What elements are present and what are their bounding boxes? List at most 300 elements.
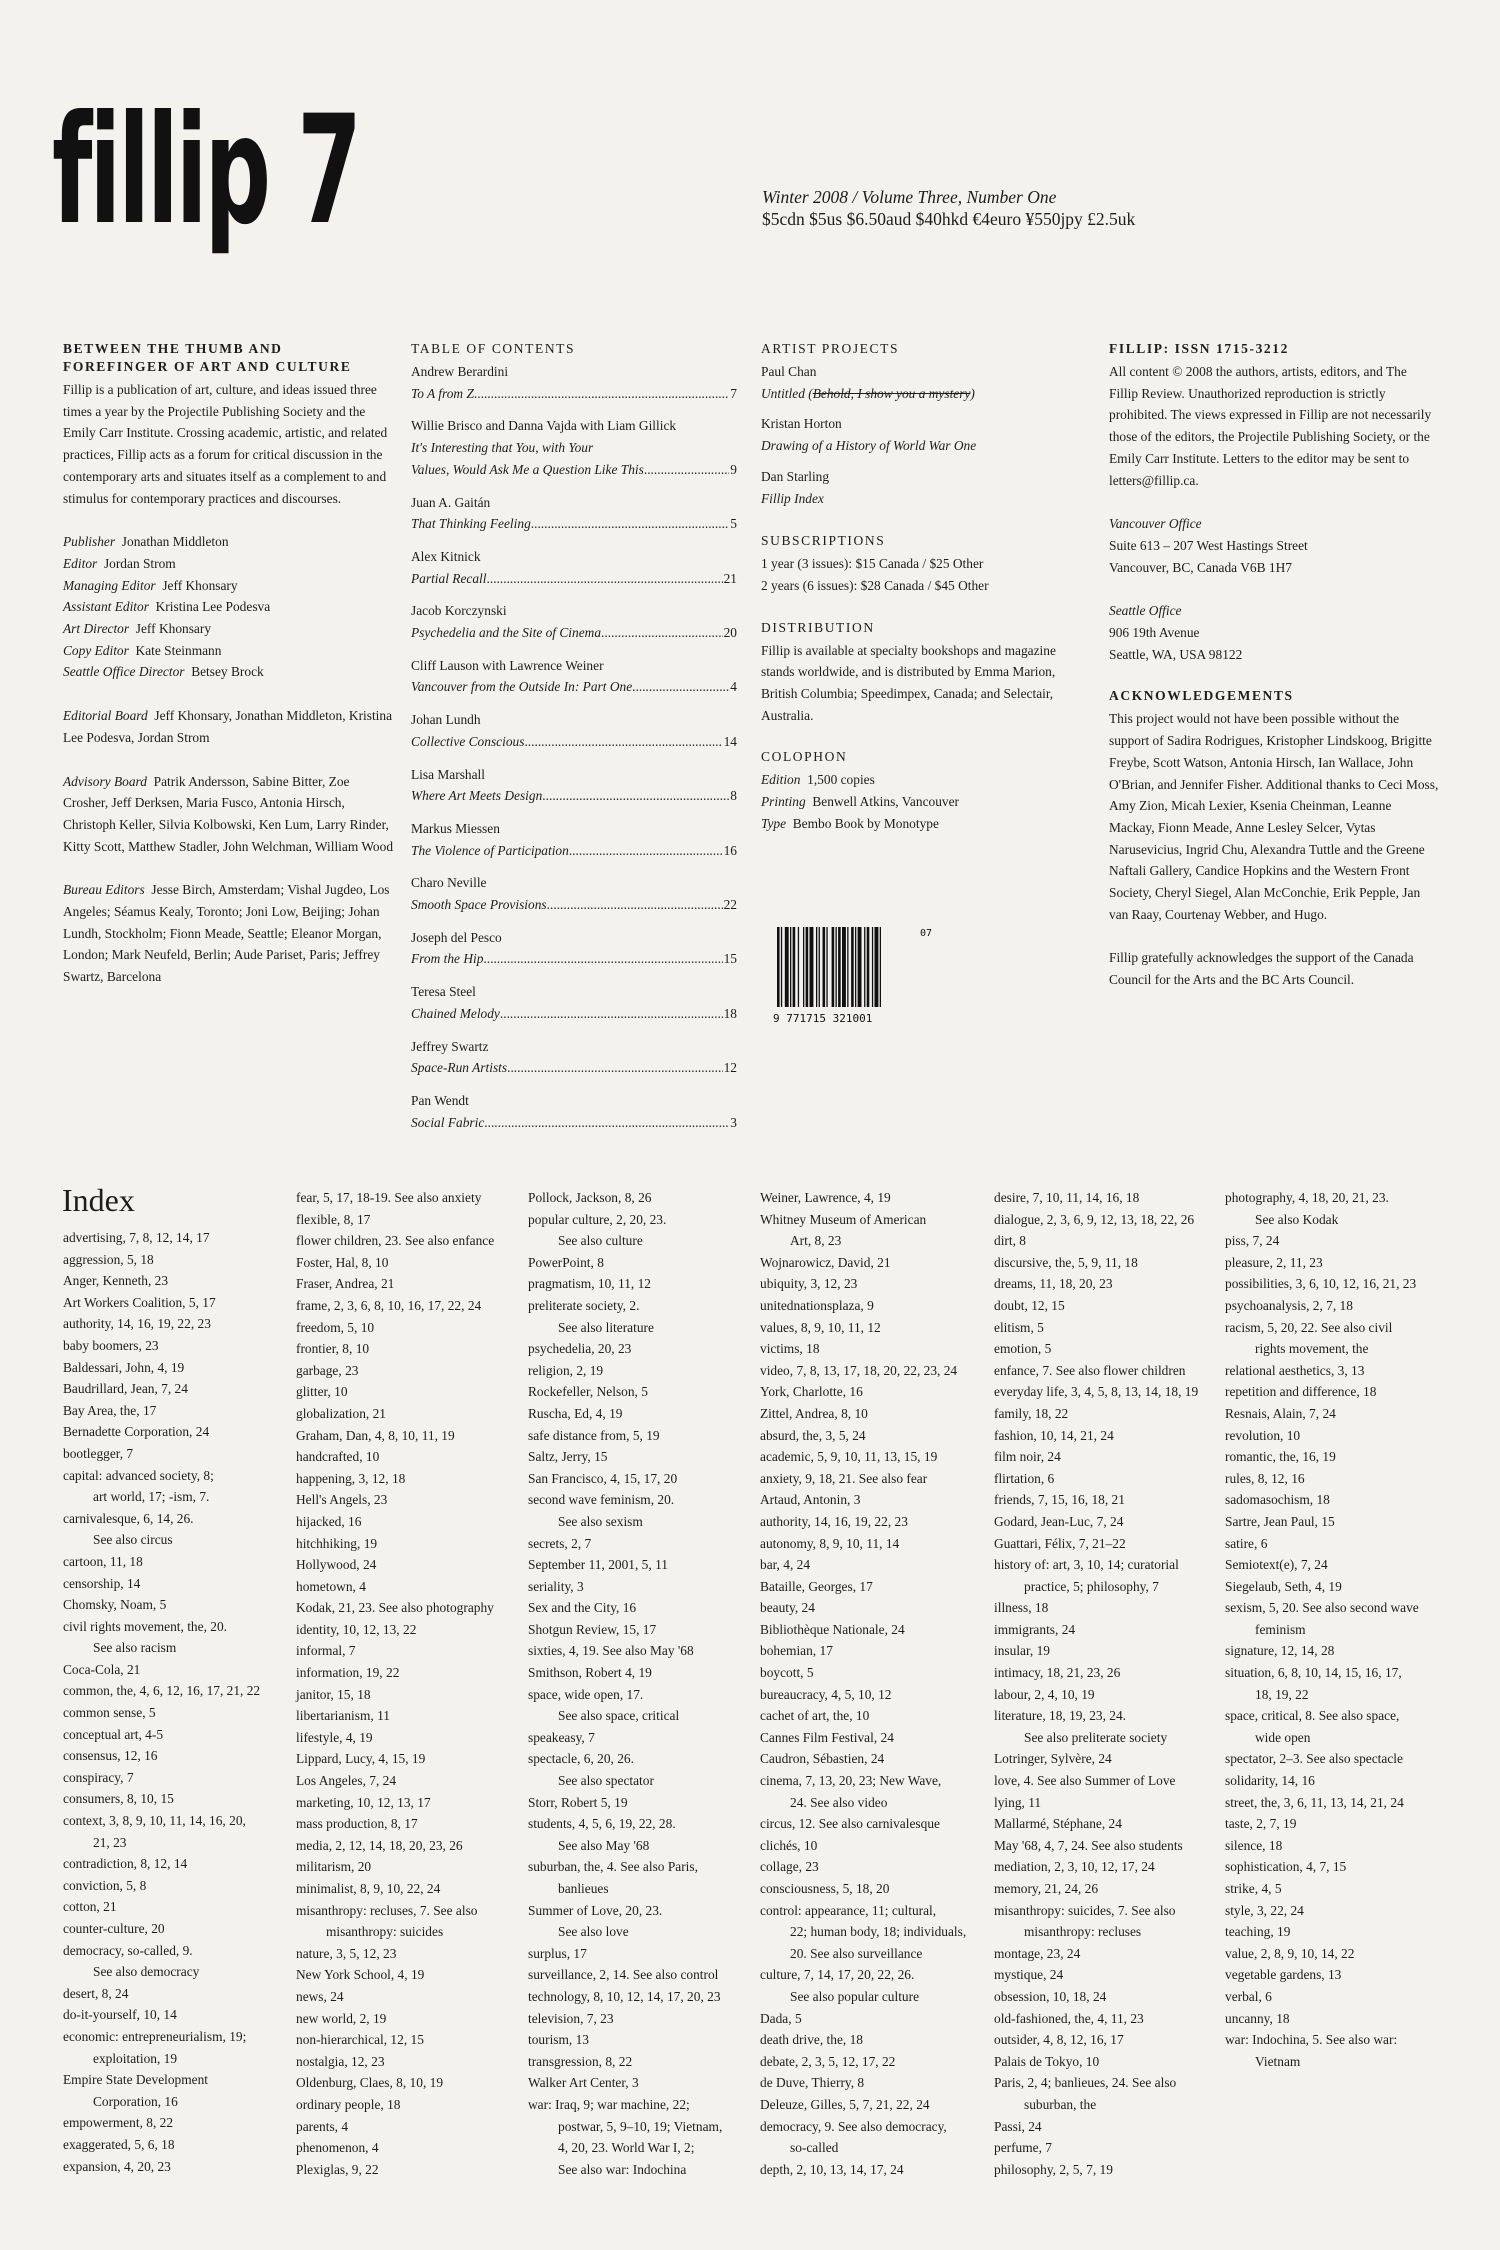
project-title	[761, 435, 1091, 457]
index-entry: repetition and difference, 18	[1225, 1384, 1377, 1400]
index-entry-continuation: 22; human body, 18; individuals,	[790, 1924, 967, 1940]
barcode-bar	[823, 927, 826, 1007]
index-entry: media, 2, 12, 14, 18, 20, 23, 26	[296, 1837, 463, 1853]
toc-title-row	[411, 568, 737, 590]
index-entry: debate, 2, 3, 5, 12, 17, 22	[760, 2053, 896, 2069]
index-entry: perfume, 7	[994, 2140, 1053, 2156]
index-entry: Graham, Dan, 4, 8, 10, 11, 19	[296, 1427, 455, 1443]
index-entry: baby boomers, 23	[63, 1337, 159, 1353]
index-entry: Bataille, Georges, 17	[760, 1578, 873, 1594]
index-entry: Oldenburg, Claes, 8, 10, 19	[296, 2075, 444, 2091]
toc-title-row	[411, 676, 737, 698]
index-entry-continuation: See also democracy	[93, 1964, 200, 1980]
toc-page-number: 15	[723, 951, 737, 967]
toc-page-number: 3	[730, 1114, 737, 1130]
index-entry: Bernadette Corporation, 24	[63, 1424, 210, 1440]
index-entry-continuation: See also popular culture	[790, 1988, 920, 2004]
index-entry: autonomy, 8, 9, 10, 11, 14	[760, 1535, 900, 1551]
index-entry: Chomsky, Noam, 5	[63, 1597, 167, 1613]
index-entry-continuation: See also culture	[558, 1233, 643, 1249]
index-entry: pleasure, 2, 11, 23	[1225, 1254, 1323, 1270]
index-entry: bootlegger, 7	[63, 1445, 134, 1461]
barcode-bar	[872, 927, 873, 1007]
index-entry: family, 18, 22	[994, 1405, 1069, 1421]
index-entry: common, the, 4, 6, 12, 16, 17, 21, 22	[63, 1683, 261, 1699]
toc-title: The Violence of Participation	[411, 842, 569, 858]
index-entry: unitednationsplaza, 9	[760, 1297, 874, 1313]
index-entry: philosophy, 2, 5, 7, 19	[994, 2161, 1113, 2177]
index-entry: psychedelia, 20, 23	[528, 1341, 632, 1357]
index-entry: San Francisco, 4, 15, 17, 20	[528, 1470, 678, 1486]
staff-entry	[63, 596, 393, 618]
index-entry: transgression, 8, 22	[528, 2053, 633, 2069]
index-entry: illness, 18	[994, 1600, 1049, 1616]
toc-title-row	[411, 840, 737, 862]
barcode-bar	[816, 927, 817, 1007]
index-entry: expansion, 4, 20, 23	[63, 2158, 171, 2174]
seattle-address-line-1: 906 19th Avenue	[1109, 625, 1200, 641]
index-entry: May '68, 4, 7, 24. See also students	[994, 1837, 1183, 1853]
index-entry: Sartre, Jean Paul, 15	[1225, 1513, 1335, 1529]
toc-leader-dots	[542, 785, 729, 807]
index-entry: information, 19, 22	[296, 1665, 400, 1681]
index-entry: Pollock, Jackson, 8, 26	[528, 1190, 652, 1205]
toc-entry	[411, 492, 737, 535]
index-entry: strike, 4, 5	[1225, 1881, 1282, 1896]
toc-author: Willie Brisco and Danna Vajda with Liam Gillick	[411, 418, 677, 434]
staff-role: Editor	[63, 555, 98, 571]
index-entry: absurd, the, 3, 5, 24	[760, 1427, 866, 1443]
index-entry: depth, 2, 10, 13, 14, 17, 24	[760, 2161, 904, 2177]
index-entry: sadomasochism, 18	[1225, 1492, 1330, 1508]
index-entry: Paris, 2, 4; banlieues, 24. See also	[994, 2075, 1177, 2091]
artist-name: Kristan Horton	[761, 416, 842, 432]
index-entry: Saltz, Jerry, 15	[528, 1449, 608, 1465]
colophon-role: Printing	[761, 794, 806, 810]
index-entry: empowerment, 8, 22	[63, 2115, 174, 2131]
staff-role: Seattle Office Director	[63, 664, 185, 680]
index-entry: Whitney Museum of American	[760, 1211, 927, 1227]
index-entry: religion, 2, 19	[528, 1362, 604, 1378]
index-entry: anxiety, 9, 18, 21. See also fear	[760, 1470, 928, 1486]
barcode-bar	[832, 927, 835, 1007]
index-entry: old-fashioned, the, 4, 11, 23	[994, 2010, 1144, 2026]
index-entry: elitism, 5	[994, 1319, 1044, 1335]
index-entry: mystique, 24	[994, 1967, 1064, 1983]
index-entry: frontier, 8, 10	[296, 1341, 370, 1357]
colophon-value: Bembo Book by Monotype	[792, 815, 939, 831]
toc-page-number: 14	[723, 733, 737, 749]
toc-page-number: 4	[730, 679, 737, 695]
advisory-board-role: Advisory Board	[63, 773, 147, 789]
toc-entry	[411, 764, 737, 807]
toc-title: Vancouver from the Outside In: Part One	[411, 679, 633, 695]
barcode-bar	[847, 927, 848, 1007]
index-entry: news, 24	[296, 1988, 344, 2004]
index-entry: censorship, 14	[63, 1575, 141, 1591]
index-entry: tourism, 13	[528, 2032, 590, 2048]
index-entry: Zittel, Andrea, 8, 10	[760, 1405, 868, 1421]
index-entry: Sex and the City, 16	[528, 1600, 637, 1616]
editorial-board-names: Jeff Khonsary, Jonathan Middleton, Kristina Lee Podesva, Jordan Strom	[63, 708, 393, 745]
index-entry: doubt, 12, 15	[994, 1297, 1065, 1313]
artist-projects-list	[761, 361, 1091, 509]
issue-info	[762, 186, 1135, 230]
index-entry: conceptual art, 4-5	[63, 1726, 164, 1742]
toc-leader-dots	[524, 731, 722, 753]
index-entry: values, 8, 9, 10, 11, 12	[760, 1319, 881, 1335]
staff-entry	[63, 640, 393, 662]
staff-name: Betsey Brock	[191, 664, 264, 680]
index-entry-continuation: See also space, critical	[558, 1708, 680, 1724]
project-title-text: Drawing of a History of World War One	[761, 438, 977, 454]
toc-title: Where Art Meets Design	[411, 788, 543, 804]
index-entry: relational aesthetics, 3, 13	[1225, 1362, 1365, 1378]
acknowledgements-body: This project would not have been possible without the support of Sadira Rodrigues, Kristopher Lindskoog, Brigitte Freybe, Scott Watson, Antonia Hirsch, Ian Wallace, John O'Brian, and Jennifer Fisher. Additional thanks to Ceci Moss, Amy Zion, Micah Lexier, Ksenia Cheinman, Leanne Mackay, Fionn Meade, Anne Lesley Selcer, Vytas Naruseviсius, Ingrid Chu, Alexandra Tuttle and the Greene Naftali Gallery, Candice Hopkins and the Western Front Society, Cheryl Siegel, Alan McConchie, Erik Pepple, Jan van Raay, Courtenay Webber, and Hugo.	[1109, 711, 1439, 922]
index-entry-continuation: See also May '68	[558, 1837, 650, 1853]
copyright-notice: All content © 2008 the authors, artists, editors, and The Fillip Review. Unauthorized reproduction is strictly prohibited. The views expressed in Fillip are not necessarily those of the editors, the Projectile Publishing Society, or the Emily Carr Institute. Letters to the editor may be sent to letters@fillip.ca.	[1109, 364, 1432, 488]
index-entry: video, 7, 8, 13, 17, 18, 20, 22, 23, 24	[760, 1362, 958, 1378]
index-entry: happening, 3, 12, 18	[296, 1470, 406, 1486]
index-entry: fear, 5, 17, 18-19. See also anxiety	[296, 1190, 482, 1205]
index-entry-continuation: See also racism	[93, 1640, 177, 1656]
index-entry-continuation: 21, 23	[93, 1834, 127, 1850]
toc-leader-dots	[644, 459, 729, 481]
index-entry: libertarianism, 11	[296, 1708, 390, 1724]
about-heading-line-2: FOREFINGER OF ART AND CULTURE	[63, 359, 352, 374]
bureau-editors-role: Bureau Editors	[63, 882, 145, 898]
staff-entry	[63, 531, 393, 553]
barcode-bar	[836, 927, 837, 1007]
index-entry: exaggerated, 5, 6, 18	[63, 2136, 175, 2152]
toc-author: Juan A. Gaitán	[411, 494, 491, 510]
index-entry: space, wide open, 17.	[528, 1686, 644, 1702]
staff-name: Jeff Khonsary	[135, 621, 212, 637]
index-column-4	[760, 1187, 988, 2180]
about-column	[63, 340, 393, 988]
toc-title: Collective Conscious	[411, 733, 525, 749]
barcode-bar	[867, 927, 870, 1007]
index-entry: PowerPoint, 8	[528, 1254, 604, 1270]
index-entry: Caudron, Sébastien, 24	[760, 1751, 885, 1767]
toc-title: Values, Would Ask Me a Question Like This	[411, 461, 644, 477]
toc-page-number: 9	[730, 461, 737, 477]
index-column-6	[1225, 1187, 1453, 2072]
index-entry: hijacked, 16	[296, 1513, 362, 1529]
index-entry-continuation: 24. See also video	[790, 1794, 888, 1810]
barcode-bar	[785, 927, 789, 1007]
index-entry: sixties, 4, 19. See also May '68	[528, 1643, 694, 1659]
bureau-editors-names: Jesse Birch, Amsterdam; Vishal Jugdeo, Los Angeles; Séamus Kealy, Toronto; Joni Low, Beijing; Johan Lundh, Stockholm; Fionn Meade, Seattle; Eleanor Morgan, London; Mark Neufeld, Berlin; Aude Pariset, Paris; Jeffrey Swartz, Barcelona	[63, 882, 390, 985]
index-entry: Walker Art Center, 3	[528, 2075, 639, 2091]
toc-leader-dots	[507, 1057, 723, 1079]
barcode-bar	[803, 927, 804, 1007]
staff-name: Kate Steinmann	[135, 642, 222, 658]
toc-entry	[411, 818, 737, 861]
toc-author: Johan Lundh	[411, 712, 481, 728]
index-entry: sophistication, 4, 7, 15	[1225, 1859, 1347, 1875]
toc-page-number: 22	[723, 897, 737, 913]
index-entry: flower children, 23. See also enfance	[296, 1233, 495, 1249]
index-entry: cotton, 21	[63, 1899, 117, 1915]
index-entry: Palais de Tokyo, 10	[994, 2053, 1100, 2069]
toc-entry	[411, 709, 737, 752]
index-entry-continuation: banlieues	[558, 1881, 609, 1896]
toc-title-row	[411, 459, 737, 481]
index-entry: ordinary people, 18	[296, 2096, 401, 2112]
index-entry: racism, 5, 20, 22. See also civil	[1225, 1319, 1393, 1335]
toc-author: Pan Wendt	[411, 1092, 469, 1108]
index-entry: conviction, 5, 8	[63, 1877, 147, 1893]
index-entry-continuation: so-called	[790, 2140, 839, 2156]
vancouver-address-line-2: Vancouver, BC, Canada V6B 1H7	[1109, 559, 1292, 575]
index-entry: uncanny, 18	[1225, 2010, 1290, 2026]
index-entry: Shotgun Review, 15, 17	[528, 1621, 657, 1637]
index-entry-continuation: rights movement, the	[1255, 1341, 1369, 1357]
index-entry: misanthropy: suicides, 7. See also	[994, 1902, 1176, 1918]
index-entry: street, the, 3, 6, 11, 13, 14, 21, 24	[1225, 1794, 1404, 1810]
index-column-1	[63, 1227, 291, 2177]
index-entry: emotion, 5	[994, 1341, 1052, 1357]
index-entry-continuation: art world, 17; -ism, 7.	[93, 1489, 210, 1505]
index-entry: satire, 6	[1225, 1535, 1268, 1551]
index-entry: hitchhiking, 19	[296, 1535, 378, 1551]
artist-project	[761, 361, 1091, 404]
colophon-role: Edition	[761, 772, 801, 788]
toc-author: Lisa Marshall	[411, 766, 486, 782]
colophon-line	[761, 791, 1091, 813]
index-entry: ubiquity, 3, 12, 23	[760, 1276, 858, 1292]
artist-name: Paul Chan	[761, 364, 817, 379]
index-entry: space, critical, 8. See also space,	[1225, 1708, 1400, 1724]
toc-author: Alex Kitnick	[411, 548, 481, 564]
index-entry: memory, 21, 24, 26	[994, 1881, 1099, 1896]
cover-prices: $5cdn $5us $6.50aud $40hkd €4euro ¥550jpy £2.5uk	[762, 209, 1136, 229]
barcode-bar	[777, 927, 780, 1007]
barcode-bar	[851, 927, 854, 1007]
index-entry: literature, 18, 19, 23, 24.	[994, 1708, 1127, 1724]
index-entry-continuation: wide open	[1255, 1729, 1311, 1745]
staff-role: Publisher	[63, 534, 116, 550]
toc-title: Smooth Space Provisions	[411, 897, 547, 913]
index-entry: Kodak, 21, 23. See also photography	[296, 1600, 494, 1616]
project-title-struck: Behold, I show you a mystery	[812, 385, 971, 401]
barcode-bar	[838, 927, 841, 1007]
toc-author: Joseph del Pesco	[411, 929, 502, 945]
index-entry: beauty, 24	[760, 1600, 815, 1616]
table-of-contents	[411, 340, 737, 1144]
index-entry: Bibliothèque Nationale, 24	[760, 1621, 905, 1637]
staff-role: Assistant Editor	[63, 599, 149, 615]
index-entry: surveillance, 2, 14. See also control	[528, 1967, 719, 1983]
projects-column	[761, 340, 1091, 835]
subscriptions-heading: SUBSCRIPTIONS	[761, 533, 886, 549]
toc-list	[411, 361, 737, 1133]
index-entry: death drive, the, 18	[760, 2032, 863, 2048]
toc-title-line: It's Interesting that You, with Your	[411, 440, 594, 456]
index-entry: frame, 2, 3, 6, 8, 10, 16, 17, 22, 24	[296, 1297, 482, 1313]
toc-author: Jacob Korczynski	[411, 603, 507, 619]
index-entry: Smithson, Robert 4, 19	[528, 1665, 652, 1681]
index-entry: piss, 7, 24	[1225, 1233, 1280, 1249]
index-entry: seriality, 3	[528, 1578, 584, 1594]
index-entry: Guattari, Félix, 7, 21–22	[994, 1535, 1126, 1551]
index-entry-continuation: 20. See also surveillance	[790, 1945, 923, 1961]
index-entry: love, 4. See also Summer of Love	[994, 1773, 1176, 1789]
index-entry: situation, 6, 8, 10, 14, 15, 16, 17,	[1225, 1665, 1402, 1681]
index-entry: civil rights movement, the, 20.	[63, 1618, 228, 1634]
index-entry: York, Charlotte, 16	[760, 1384, 863, 1400]
about-body: Fillip is a publication of art, culture, and ideas issued three times a year by the Projectile Publishing Society and the Emily Carr Institute. Crossing academic, artistic, and related practices, Fillip acts as a forum for critical discussion in the contemporary arts and situates itself as a complement to and stimulus for contemporary practices and discourses.	[63, 382, 388, 506]
index-entry: phenomenon, 4	[296, 2140, 379, 2156]
index-entry-continuation: See also love	[558, 1924, 629, 1940]
index-entry-continuation: misanthropy: suicides	[326, 1924, 444, 1940]
index-entry: dreams, 11, 18, 20, 23	[994, 1276, 1113, 1292]
toc-page-number: 8	[730, 788, 737, 804]
toc-leader-dots	[500, 1003, 723, 1025]
project-title-text: Fillip Index	[761, 490, 824, 506]
index-entry: de Duve, Thierry, 8	[760, 2075, 865, 2091]
index-entry: Art Workers Coalition, 5, 17	[63, 1294, 216, 1310]
toc-title-row	[411, 622, 737, 644]
index-entry: carnivalesque, 6, 14, 26.	[63, 1510, 194, 1526]
toc-page-number: 18	[723, 1005, 737, 1021]
index-entry: hometown, 4	[296, 1578, 366, 1594]
index-entry: Semiotext(e), 7, 24	[1225, 1557, 1328, 1573]
toc-title: That Thinking Feeling	[411, 516, 531, 532]
index-entry: context, 3, 8, 9, 10, 11, 14, 16, 20,	[63, 1813, 246, 1829]
index-entry: victims, 18	[760, 1341, 820, 1357]
index-entry: preliterate society, 2.	[528, 1297, 640, 1313]
index-entry-continuation: See also preliterate society	[1024, 1729, 1168, 1745]
index-entry: history of: art, 3, 10, 14; curatorial	[994, 1557, 1179, 1573]
colophon-line	[761, 813, 1091, 835]
subscription-1-year: 1 year (3 issues): $15 Canada / $25 Other	[761, 556, 984, 572]
index-entry: teaching, 19	[1225, 1924, 1291, 1940]
index-entry: flexible, 8, 17	[296, 1211, 371, 1227]
advisory-board-names: Patrik Andersson, Sabine Bitter, Zoe Crosher, Jeff Derksen, Maria Fusco, Antonia Hirsch, Christoph Keller, Silvia Kolbowski, Ken Lum, Larry Rinder, Kitty Scott, Matthew Stadler, John Welchman, William Wood	[63, 773, 394, 854]
index-entry: Hollywood, 24	[296, 1557, 377, 1573]
toc-title-row	[411, 383, 737, 405]
toc-leader-dots	[474, 383, 729, 405]
toc-title-row	[411, 785, 737, 807]
index-entry: signature, 12, 14, 28	[1225, 1643, 1335, 1659]
index-entry: Rockefeller, Nelson, 5	[528, 1384, 648, 1400]
index-entry: bureaucracy, 4, 5, 10, 12	[760, 1686, 892, 1702]
index-entry: nature, 3, 5, 12, 23	[296, 1945, 397, 1961]
index-entry: new world, 2, 19	[296, 2010, 387, 2026]
index-entry: Empire State Development	[63, 2072, 209, 2088]
index-entry-continuation: See also Kodak	[1255, 1211, 1339, 1227]
staff-name: Jordan Strom	[103, 555, 176, 571]
index-entry: clichés, 10	[760, 1837, 818, 1853]
index-entry: Lotringer, Sylvère, 24	[994, 1751, 1112, 1767]
barcode-bar	[798, 927, 799, 1007]
toc-leader-dots	[601, 622, 723, 644]
index-entry: montage, 23, 24	[994, 1945, 1081, 1961]
index-column-5	[994, 1187, 1222, 2180]
toc-title-row	[411, 948, 737, 970]
staff-name: Kristina Lee Podesva	[155, 599, 271, 615]
index-entry: silence, 18	[1225, 1837, 1283, 1853]
index-entry: dirt, 8	[994, 1233, 1026, 1249]
barcode-bar	[793, 927, 796, 1007]
index-entry: counter-culture, 20	[63, 1921, 165, 1936]
index-entry-continuation: exploitation, 19	[93, 2050, 178, 2066]
index-entry: suburban, the, 4. See also Paris,	[528, 1859, 698, 1875]
staff-entry	[63, 575, 393, 597]
index-entry-continuation: See also literature	[558, 1319, 654, 1335]
barcode-bar	[864, 927, 865, 1007]
vancouver-office-label: Vancouver Office	[1109, 516, 1202, 532]
barcode-bar	[858, 927, 862, 1007]
staff-role: Copy Editor	[63, 642, 129, 658]
index-entry: capital: advanced society, 8;	[63, 1467, 214, 1483]
staff-role: Managing Editor	[63, 577, 156, 593]
subscription-2-years: 2 years (6 issues): $28 Canada / $45 Other	[761, 577, 989, 593]
index-entry: Storr, Robert 5, 19	[528, 1794, 628, 1810]
index-entry: Mallarmé, Stéphane, 24	[994, 1816, 1122, 1832]
about-heading	[63, 340, 393, 376]
toc-title: Chained Melody	[411, 1005, 500, 1021]
index-entry: Los Angeles, 7, 24	[296, 1773, 397, 1789]
index-entry: Baldessari, John, 4, 19	[63, 1359, 185, 1375]
issn-heading: FILLIP: ISSN 1715-3212	[1109, 341, 1289, 356]
index-entry: film noir, 24	[994, 1449, 1061, 1465]
toc-entry	[411, 415, 737, 480]
project-title	[761, 383, 1091, 405]
index-entry: television, 7, 23	[528, 2010, 614, 2026]
artist-name: Dan Starling	[761, 468, 830, 484]
staff-entry	[63, 661, 393, 683]
toc-author: Charo Neville	[411, 875, 487, 891]
index-entry: common sense, 5	[63, 1705, 156, 1721]
artist-projects-heading: ARTIST PROJECTS	[761, 341, 900, 356]
toc-author: Teresa Steel	[411, 984, 476, 1000]
index-entry: immigrants, 24	[994, 1621, 1076, 1637]
index-entry: surplus, 17	[528, 1945, 587, 1961]
index-entry-continuation: practice, 5; philosophy, 7	[1024, 1578, 1159, 1594]
index-entry: Hell's Angels, 23	[296, 1492, 388, 1508]
toc-title: To A from Z	[411, 385, 474, 401]
index-entry: possibilities, 3, 6, 10, 12, 16, 21, 23	[1225, 1276, 1417, 1292]
index-entry: Resnais, Alain, 7, 24	[1225, 1405, 1336, 1421]
index-entry: fashion, 10, 14, 21, 24	[994, 1427, 1114, 1443]
colophon-list	[761, 769, 1091, 834]
index-entry: identity, 10, 12, 13, 22	[296, 1621, 417, 1637]
index-entry-continuation: Art, 8, 23	[790, 1233, 842, 1249]
acknowledgements-heading: ACKNOWLEDGEMENTS	[1109, 688, 1294, 704]
staff-role: Art Director	[63, 621, 130, 637]
artist-project	[761, 466, 1091, 509]
colophon-value: Benwell Atkins, Vancouver	[812, 794, 959, 810]
index-entry: friends, 7, 15, 16, 18, 21	[994, 1492, 1125, 1508]
toc-page-number: 5	[730, 516, 737, 532]
index-entry: photography, 4, 18, 20, 21, 23.	[1225, 1190, 1389, 1205]
index-entry: bohemian, 17	[760, 1643, 833, 1659]
index-entry: desire, 7, 10, 11, 14, 16, 18	[994, 1190, 1140, 1205]
barcode-bar	[880, 927, 881, 1007]
toc-leader-dots	[547, 894, 723, 916]
index-entry: pragmatism, 10, 11, 12	[528, 1276, 651, 1292]
index-entry: mass production, 8, 17	[296, 1816, 418, 1832]
index-entry: misanthropy: recluses, 7. See also	[296, 1902, 478, 1918]
toc-author: Markus Miessen	[411, 820, 500, 836]
index-entry: Baudrillard, Jean, 7, 24	[63, 1381, 188, 1397]
index-entry-continuation: Corporation, 16	[93, 2093, 178, 2109]
index-entry: glitter, 10	[296, 1384, 348, 1400]
index-entry: Godard, Jean-Luc, 7, 24	[994, 1513, 1124, 1529]
